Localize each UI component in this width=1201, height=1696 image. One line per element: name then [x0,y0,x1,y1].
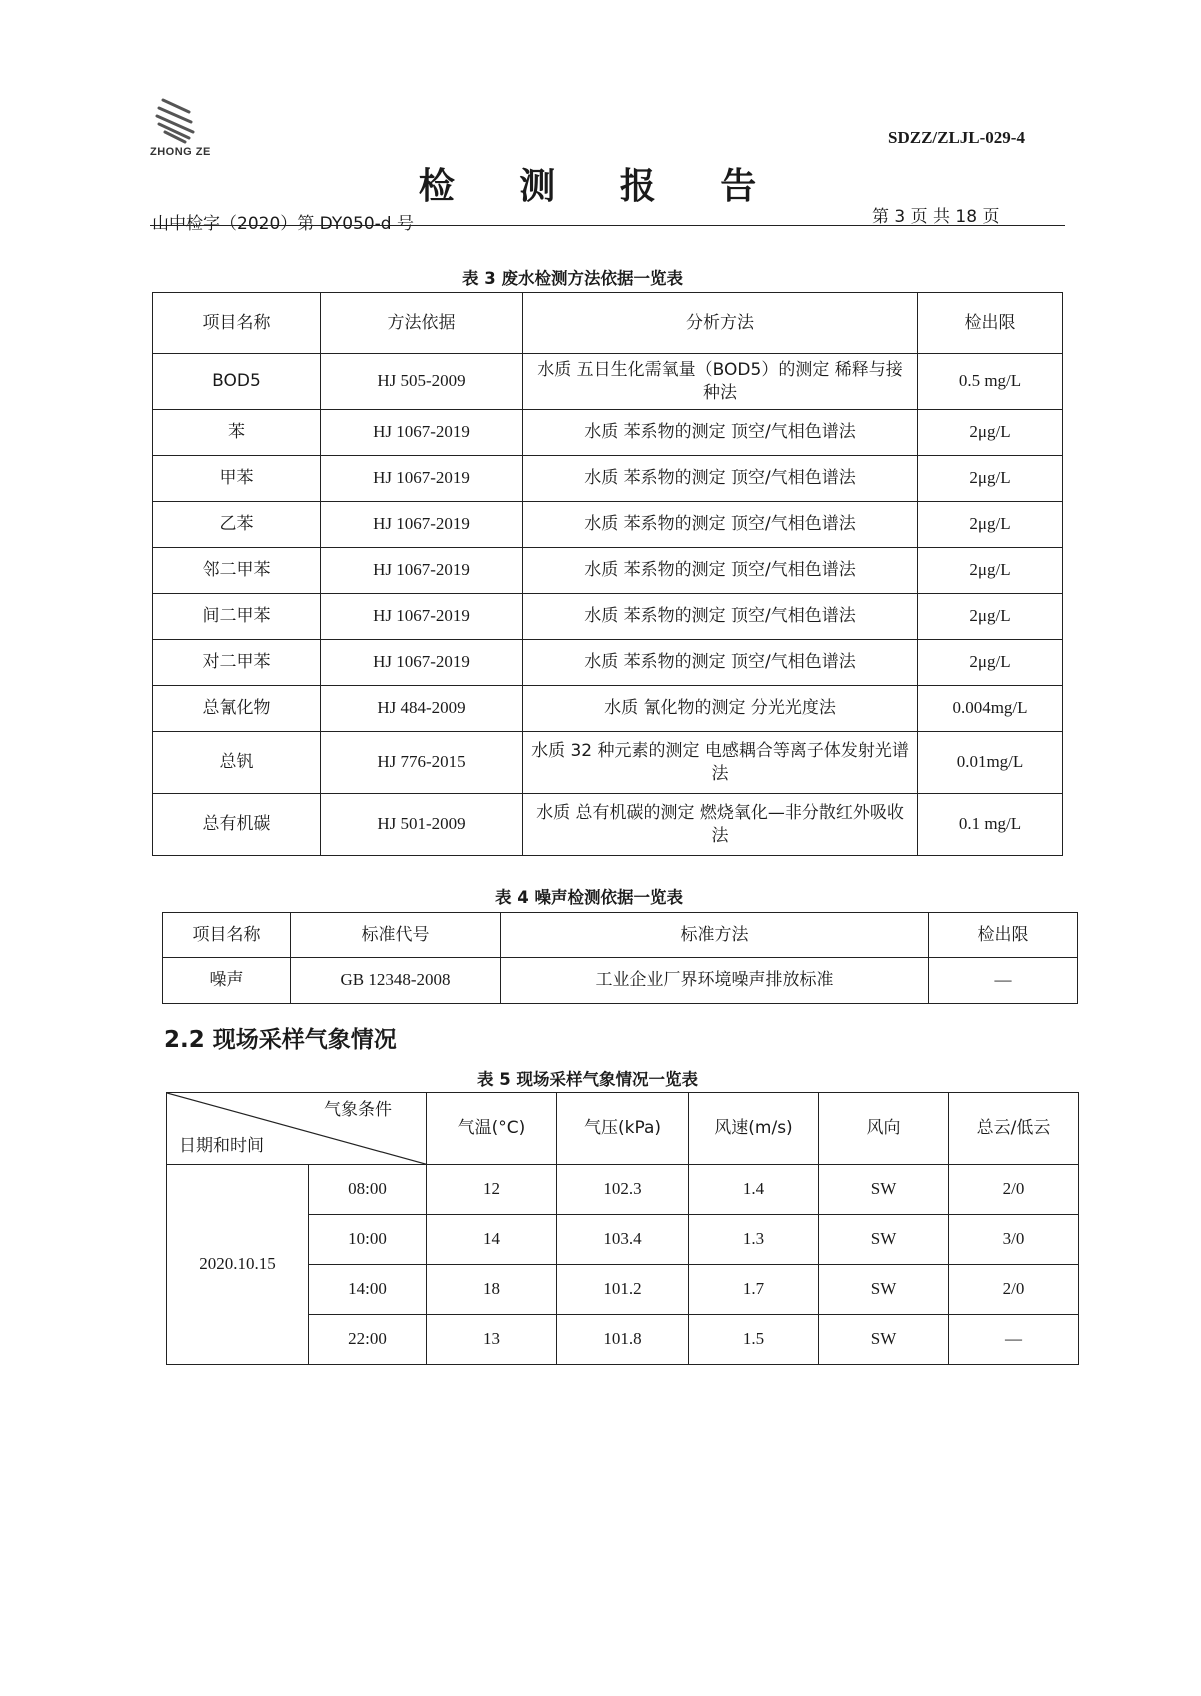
diagonal-header-cell [167,1093,427,1165]
item-name-cell: 总有机碳 [153,794,321,856]
method-basis-cell: HJ 1067-2019 [321,548,523,594]
header-cell: 标准代号 [291,913,501,958]
corner-label-datetime: 日期和时间 [179,1136,264,1157]
analysis-method-cell: 水质 五日生化需氧量（BOD5）的测定 稀释与接种法 [523,354,918,410]
header-cell: 风速(m/s) [689,1093,819,1165]
table-header-row [163,913,1078,958]
method-basis-cell: HJ 501-2009 [321,794,523,856]
temperature-cell: 14 [427,1215,557,1265]
table-row [153,686,1063,732]
pressure-cell: 102.3 [557,1165,689,1215]
time-cell: 10:00 [309,1215,427,1265]
item-name-cell: 间二甲苯 [153,594,321,640]
header-cell: 检出限 [918,293,1063,354]
table-row [153,456,1063,502]
wind-speed-cell: 1.7 [689,1265,819,1315]
analysis-method-cell: 水质 苯系物的测定 顶空/气相色谱法 [523,640,918,686]
analysis-method-cell: 水质 苯系物的测定 顶空/气相色谱法 [523,410,918,456]
item-name-cell: BOD5 [153,354,321,410]
time-cell: 08:00 [309,1165,427,1215]
table-row [153,548,1063,594]
section-title: 2.2 现场采样气象情况 [164,1027,397,1053]
method-basis-cell: HJ 505-2009 [321,354,523,410]
pressure-cell: 101.8 [557,1315,689,1365]
standard-method-cell: 工业企业厂界环境噪声排放标准 [501,958,929,1004]
method-basis-cell: HJ 1067-2019 [321,456,523,502]
method-basis-cell: HJ 484-2009 [321,686,523,732]
detection-limit-cell: 2μg/L [918,594,1063,640]
cloud-cover-cell: 2/0 [949,1165,1079,1215]
item-name-cell: 乙苯 [153,502,321,548]
cloud-cover-cell: — [949,1315,1079,1365]
table3-caption: 表 3 废水检测方法依据一览表 [462,269,683,288]
wind-direction-cell: SW [819,1165,949,1215]
table-row [153,354,1063,410]
analysis-method-cell: 水质 苯系物的测定 顶空/气相色谱法 [523,548,918,594]
detection-limit-cell: 2μg/L [918,410,1063,456]
cloud-cover-cell: 3/0 [949,1215,1079,1265]
table-header-row [153,293,1063,354]
table-row [153,732,1063,794]
page-info: 第 3 页 共 18 页 [872,207,1000,227]
detection-limit-cell: 2μg/L [918,502,1063,548]
logo-text: ZHONG ZE [150,146,211,158]
header-cell: 总云/低云 [949,1093,1079,1165]
header-cell: 气压(kPa) [557,1093,689,1165]
table-row [153,502,1063,548]
analysis-method-cell: 水质 氰化物的测定 分光光度法 [523,686,918,732]
table-row [153,410,1063,456]
detection-limit-cell: 2μg/L [918,548,1063,594]
header-cell: 标准方法 [501,913,929,958]
wastewater-methods-table [152,292,1063,856]
table-row [153,594,1063,640]
item-name-cell: 总钒 [153,732,321,794]
header-cell: 检出限 [929,913,1078,958]
wind-speed-cell: 1.3 [689,1215,819,1265]
analysis-method-cell: 水质 苯系物的测定 顶空/气相色谱法 [523,456,918,502]
table-row [167,1165,1079,1215]
report-title: 检 测 报 告 [418,166,783,207]
corner-label-conditions: 气象条件 [324,1100,392,1120]
table-row [153,794,1063,856]
date-cell: 2020.10.15 [167,1165,309,1365]
detection-limit-cell: 0.1 mg/L [918,794,1063,856]
analysis-method-cell: 水质 总有机碳的测定 燃烧氧化—非分散红外吸收法 [523,794,918,856]
report-number: 山中检字（2020）第 DY050-d 号 [152,214,414,234]
analysis-method-cell: 水质 32 种元素的测定 电感耦合等离子体发射光谱法 [523,732,918,794]
detection-limit-cell: 2μg/L [918,640,1063,686]
analysis-method-cell: 水质 苯系物的测定 顶空/气相色谱法 [523,502,918,548]
method-basis-cell: HJ 1067-2019 [321,502,523,548]
wind-speed-cell: 1.5 [689,1315,819,1365]
table-header-row [167,1093,1079,1165]
table-row [163,958,1078,1004]
table5-caption: 表 5 现场采样气象情况一览表 [477,1070,698,1089]
item-name-cell: 邻二甲苯 [153,548,321,594]
detection-limit-cell: — [929,958,1078,1004]
method-basis-cell: HJ 1067-2019 [321,594,523,640]
detection-limit-cell: 0.004mg/L [918,686,1063,732]
detection-limit-cell: 2μg/L [918,456,1063,502]
item-name-cell: 噪声 [163,958,291,1004]
temperature-cell: 18 [427,1265,557,1315]
analysis-method-cell: 水质 苯系物的测定 顶空/气相色谱法 [523,594,918,640]
temperature-cell: 13 [427,1315,557,1365]
pressure-cell: 101.2 [557,1265,689,1315]
wind-speed-cell: 1.4 [689,1165,819,1215]
header-cell: 项目名称 [153,293,321,354]
time-cell: 14:00 [309,1265,427,1315]
item-name-cell: 甲苯 [153,456,321,502]
pressure-cell: 103.4 [557,1215,689,1265]
header-cell: 项目名称 [163,913,291,958]
cloud-cover-cell: 2/0 [949,1265,1079,1315]
wind-direction-cell: SW [819,1315,949,1365]
header-cell: 气温(°C) [427,1093,557,1165]
header-cell: 方法依据 [321,293,523,354]
item-name-cell: 总氰化物 [153,686,321,732]
document-code: SDZZ/ZLJL-029-4 [888,128,1025,147]
weather-conditions-table [166,1092,1079,1365]
table4-caption: 表 4 噪声检测依据一览表 [495,888,683,907]
header-divider [150,225,1065,226]
wind-direction-cell: SW [819,1215,949,1265]
item-name-cell: 苯 [153,410,321,456]
detection-limit-cell: 0.5 mg/L [918,354,1063,410]
wind-direction-cell: SW [819,1265,949,1315]
method-basis-cell: HJ 1067-2019 [321,410,523,456]
header-cell: 风向 [819,1093,949,1165]
method-basis-cell: HJ 776-2015 [321,732,523,794]
item-name-cell: 对二甲苯 [153,640,321,686]
method-basis-cell: HJ 1067-2019 [321,640,523,686]
time-cell: 22:00 [309,1315,427,1365]
noise-standards-table [162,912,1078,1004]
table-row [153,640,1063,686]
temperature-cell: 12 [427,1165,557,1215]
standard-code-cell: GB 12348-2008 [291,958,501,1004]
header-cell: 分析方法 [523,293,918,354]
detection-limit-cell: 0.01mg/L [918,732,1063,794]
